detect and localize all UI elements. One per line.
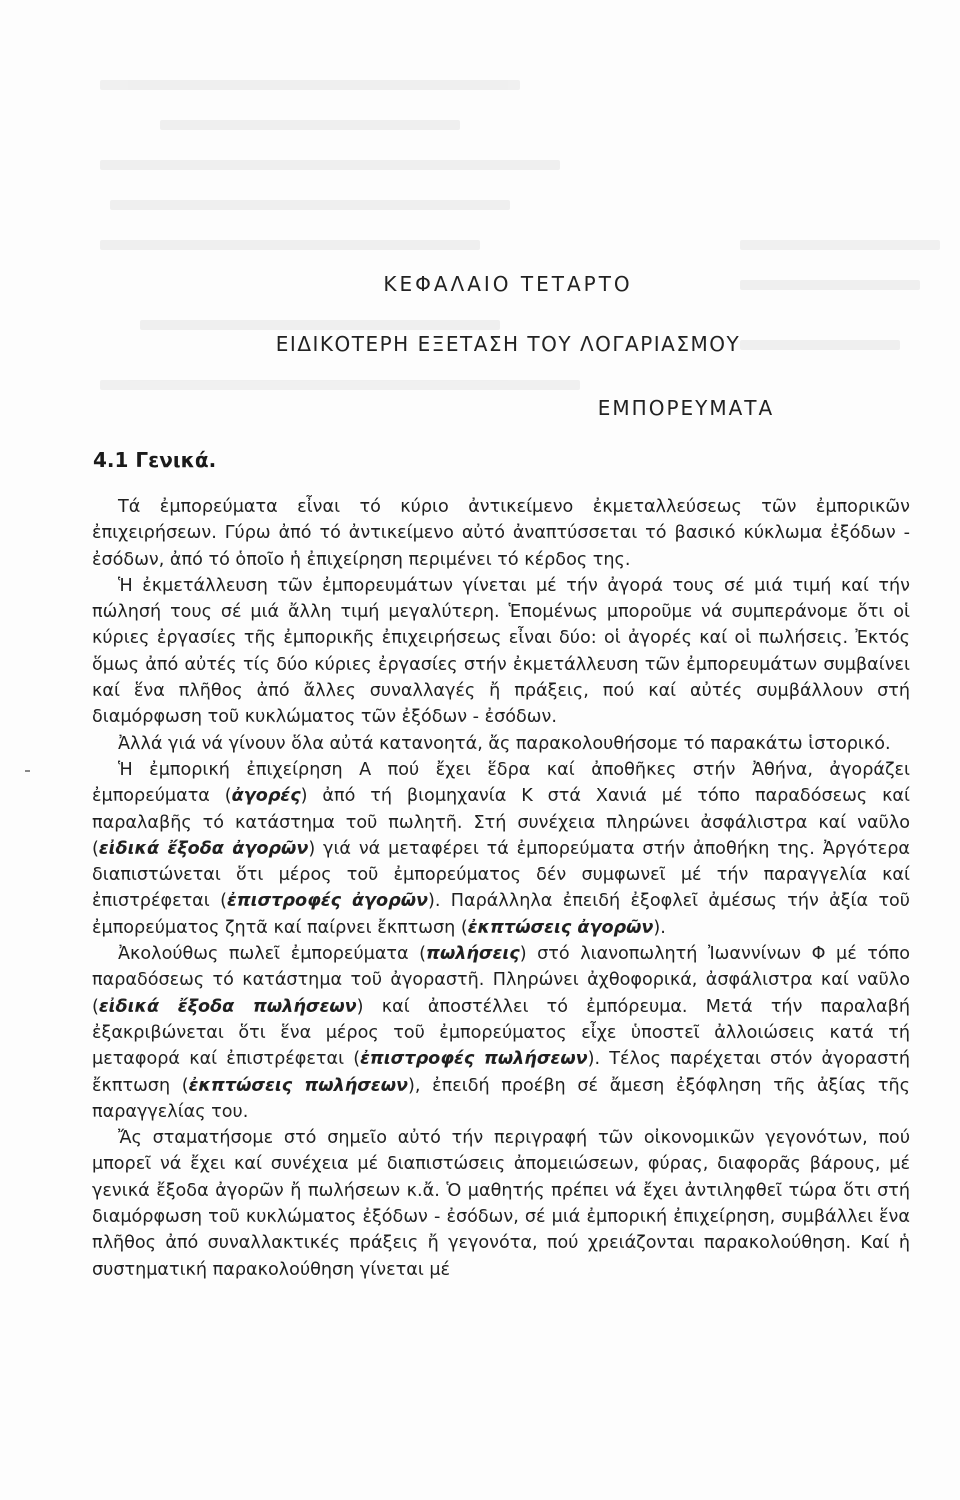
paragraph-5-text: ). Τέλος παρέχεται στόν ἀγοραστή ἔκπτωση ( <box>92 1049 910 1096</box>
paragraph-5-text: ) καί ἀποστέλλει τό ἐμπόρευμα. Μετά τήν παραλαβή ἐξακριβώνεται ὅτι ἕνα μέρος τοῦ ἐμπορεύματος εἶχε ὑποστεῖ ἀλλοιώσεις κατά τή μεταφορά καί ἐπιστρέφεται ( <box>92 996 910 1070</box>
paragraph-4-text: Ἡ ἐμπορική ἐπιχείρηση Α πού ἔχει ἕδρα καί ἀποθῆκες στήν Ἀθήνα, ἀγοράζει ἐμπορεύματα ( <box>92 759 910 807</box>
section-heading: 4.1 Γενικά. <box>93 448 217 472</box>
paragraph-5-text: Ἀκολούθως πωλεῖ ἐμπορεύματα ( <box>118 944 427 965</box>
paragraph-5 <box>92 941 910 1125</box>
term-purchase-expenses: εἰδικά ἔξοδα ἀγορῶν <box>98 838 309 859</box>
paragraph-4-text: ). Παράλληλα ἐπειδή ἐξοφλεῖ ἀμέσως τήν ἀξία τοῦ ἐμπορεύματος ζητᾶ καί παίρνει ἔκπτωση ( <box>92 891 910 938</box>
term-sales-returns: ἐπιστροφές πωλήσεων <box>360 1049 588 1070</box>
account-title: ΕΜΠΟΡΕΥΜΑΤΑ <box>597 396 775 420</box>
term-purchase-discounts: ἐκπτώσεις ἀγορῶν <box>467 917 654 938</box>
paragraph-4-text: ) ἀπό τή βιομηχανία Κ στά Χανιά μέ τόπο παραδόσεως καί παραλαβῆς τό κατάστημα τοῦ πωλητῆ. Στή συνέχεια πληρώνει ἀσφάλιστρα καί ναῦλο ( <box>92 786 910 859</box>
term-sales-discounts: ἐκπτώσεις πωλήσεων <box>188 1075 408 1096</box>
paragraph-6: Ἄς σταματήσομε στό σημεῖο αὐτό τήν περιγραφή τῶν οἰκονομικῶν γεγονότων, πού μπορεῖ νά ἔχει καί συνέχεια μέ διαπιστώσεις ἀπομειώσεων, φύρας, διαφορᾶς βάρους, μέ γενικά ἔξοδα ἀγορῶν ἤ πωλήσεων κ.ἄ. Ὁ μαθητής πρέπει νά ἔχει ἀντιληφθεῖ τώρα ὅτι στή διαμόρφωση τοῦ κυκλώματος ἐξόδων - ἐσόδων, σέ μιά ἐμπορική ἐπιχείρηση, συμβάλλει ἕνα πλῆθος ἀπό συναλλακτικές πράξεις ἤ γεγονότα, πού χρειάζονται παρακολούθηση. Καί ἡ συστηματική παρακολούθηση γίνεται μέ <box>92 1128 910 1280</box>
chapter-title: ΚΕΦΑΛΑΙΟ ΤΕΤΑΡΤΟ <box>383 272 633 296</box>
paragraph-4 <box>92 757 910 941</box>
paragraph-1: Τά ἐμπορεύματα εἶναι τό κύριο ἀντικείμενο ἐκμεταλλεύσεως τῶν ἐμπορικῶν ἐπιχειρήσεων. Γύρω ἀπό τό ἀντικείμενο αὐτό ἀναπτύσσεται τό βασικό κύκλωμα ἐξόδων - ἐσόδων, ἀπό τό ὁποῖο ἡ ἐπιχείρηση περιμένει τό κέρδος της. <box>92 497 910 570</box>
paragraph-4-text: ) γιά νά μεταφέρει τά ἐμπορεύματα στήν ἀποθήκη της. Ἀργότερα διαπιστώνεται ὅτι μέρος τοῦ ἐμπορεύματος δέν συμφωνεῖ μέ τήν παραγγελία καί ἐπιστρέφεται ( <box>92 838 910 912</box>
term-purchase-returns: ἐπιστροφές ἀγορῶν <box>226 891 428 912</box>
chapter-subtitle: ΕΙΔΙΚΟΤΕΡΗ ΕΞΕΤΑΣΗ ΤΟΥ ΛΟΓΑΡΙΑΣΜΟΥ <box>275 332 741 356</box>
term-purchases: ἀγορές <box>231 786 301 807</box>
term-sales-expenses: εἰδικά ἔξοδα πωλήσεων <box>98 996 357 1017</box>
paragraph-3: Ἀλλά γιά νά γίνουν ὅλα αὐτά κατανοητά, ἄς παρακολουθήσομε τό παρακάτω ἱστορικό. <box>118 733 891 754</box>
scan-speck <box>25 770 30 772</box>
paragraph-5-text: ) στό λιανοπωλητή Ἰωαννίνων Φ μέ τόπο παραδόσεως τό κατάστημα τοῦ ἀγοραστῆ. Πληρώνει ἀχθοφορικά, ἀσφάλιστρα καί ναῦλο ( <box>92 944 910 1017</box>
term-sales: πωλήσεις <box>426 944 520 965</box>
show-through-shadow <box>100 40 960 440</box>
paragraph-4-text: ). <box>653 917 666 938</box>
body-text <box>92 494 910 1283</box>
paragraph-5-text: ), ἐπειδή προέβη σέ ἄμεση ἐξόφληση τῆς ἀξίας τῆς παραγγελίας του. <box>92 1075 910 1122</box>
paragraph-2: Ἡ ἐκμετάλλευση τῶν ἐμπορευμάτων γίνεται μέ τήν ἀγορά τους σέ μιά τιμή καί τήν πώλησή τους σέ μιά ἄλλη τιμή μεγαλύτερη. Ἑπομένως μποροῦμε νά συμπεράνομε ὅτι οἱ κύριες ἐργασίες τῆς ἐμπορικῆς ἐπιχειρήσεως εἶναι δύο: οἱ ἀγορές καί οἱ πωλήσεις. Ἐκτός ὅμως ἀπό αὐτές τίς δύο κύριες ἐργασίες στήν ἐκμετάλλευση τῶν ἐμπορευμάτων συμβαίνει καί ἕνα πλῆθος ἀπό ἄλλες συναλλαγές ἤ πράξεις, πού καί αὐτές συμβάλλουν στή διαμόρφωση τοῦ κυκλώματος τῶν ἐξόδων - ἐσόδων. <box>92 575 910 728</box>
